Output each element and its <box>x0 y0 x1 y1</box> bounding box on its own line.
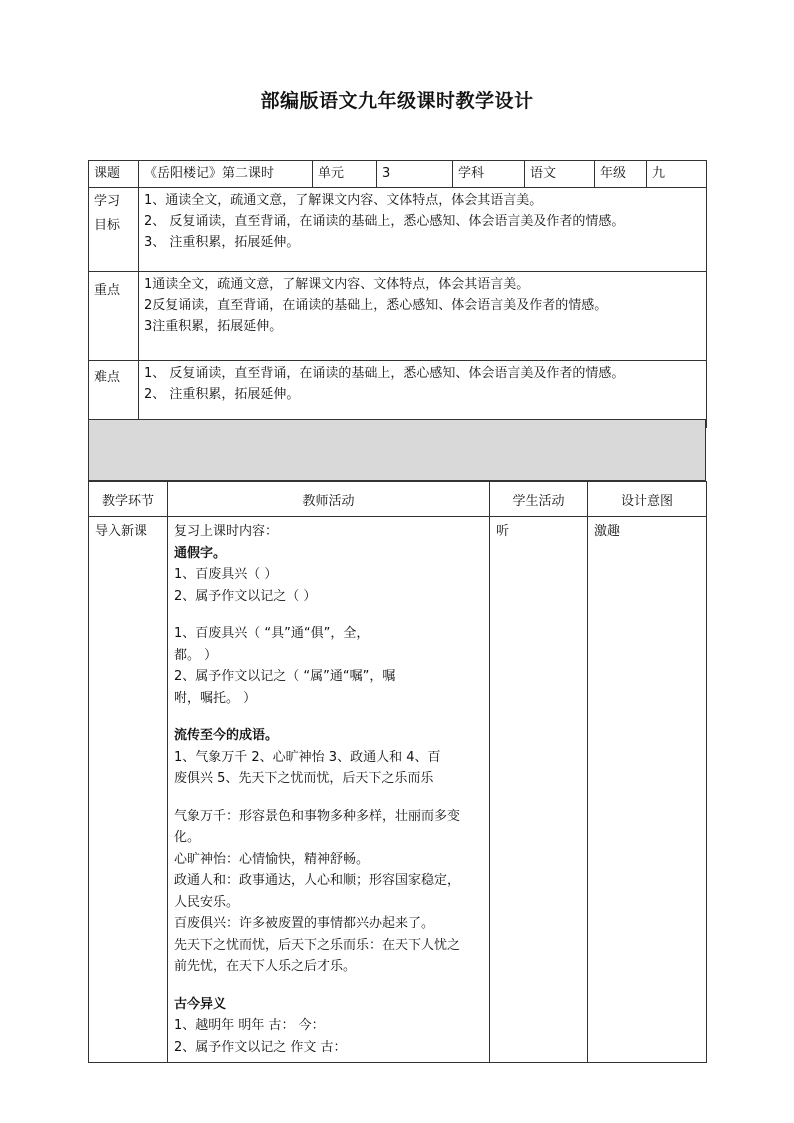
goals-label <box>89 188 139 272</box>
topic-label: 课题 <box>89 161 139 188</box>
teacher-line: 1、气象万千 2、心旷神怡 3、政通人和 4、百 <box>174 749 441 765</box>
difficulty-label: 难点 <box>89 361 139 428</box>
teacher-line: 人民安乐。 <box>174 894 240 910</box>
goal-item: 2、 反复诵读，直至背诵，在诵读的基础上，悉心感知、体会语言美及作者的情感。 <box>144 214 625 229</box>
teacher-line: 都。 ） <box>174 647 218 663</box>
design-intent-cell: 激趣 <box>588 517 707 1063</box>
section-heading: 古今异义 <box>174 996 227 1012</box>
info-row-goals <box>89 188 707 272</box>
teacher-line: 1、越明年 明年 古： 今： <box>174 1018 325 1033</box>
student-activity-cell: 听 <box>490 517 588 1063</box>
grade-value: 九 <box>647 161 707 188</box>
subject-value: 语文 <box>525 161 595 188</box>
header-intent: 设计意图 <box>588 482 707 517</box>
goal-item: 3、 注重积累，拓展延伸。 <box>144 235 300 250</box>
header-teacher: 教师活动 <box>168 482 490 517</box>
spacer <box>174 607 483 623</box>
teacher-line: 政通人和：政事通达，人心和顺；形容国家稳定， <box>174 873 461 888</box>
teacher-line: 复习上课时内容： <box>174 524 279 539</box>
header-step: 教学环节 <box>89 482 168 517</box>
teacher-activity-cell <box>168 517 490 1063</box>
focus-item: 1通读全文，疏通文意，了解课文内容、文体特点，体会其语言美。 <box>144 277 530 292</box>
document-title: 部编版语文九年级课时教学设计 <box>260 90 534 112</box>
spacer <box>174 709 483 725</box>
lesson-info-table <box>88 160 707 428</box>
teacher-line: 化。 <box>174 830 201 845</box>
subject-label: 学科 <box>453 161 525 188</box>
teacher-line: 2、属予作文以记之（ “属”通“嘱”，嘱 <box>174 669 396 684</box>
info-row-difficulty <box>89 361 707 428</box>
section-heading: 流传至今的成语。 <box>174 728 279 743</box>
process-row <box>89 517 707 1063</box>
goal-item: 1、通读全文，疏通文意，了解课文内容、文体特点，体会其语言美。 <box>144 193 543 208</box>
focus-item: 3注重积累，拓展延伸。 <box>144 319 283 334</box>
teacher-line: 1、百废具兴（ “具”通“俱”，全， <box>174 626 370 641</box>
teacher-line: 气象万千：形容景色和事物多种多样，壮丽而多变 <box>174 808 461 824</box>
difficulty-content <box>139 361 707 428</box>
teacher-line: 咐，嘱托。 ） <box>174 690 257 706</box>
step-cell: 导入新课 <box>89 517 168 1063</box>
teacher-line: 1、百废具兴（ ） <box>174 567 278 582</box>
section-heading: 通假字。 <box>174 545 227 561</box>
teacher-line: 百废俱兴：许多被废置的事情都兴办起来了。 <box>174 916 435 931</box>
unit-label: 单元 <box>313 161 377 188</box>
teacher-line: 心旷神怡：心情愉快，精神舒畅。 <box>174 851 370 867</box>
topic-value: 《岳阳楼记》第二课时 <box>139 161 313 188</box>
header-student: 学生活动 <box>490 482 588 517</box>
difficulty-item: 1、 反复诵读，直至背诵，在诵读的基础上，悉心感知、体会语言美及作者的情感。 <box>144 366 625 381</box>
teaching-process-table <box>88 481 707 1063</box>
grade-label: 年级 <box>595 161 647 188</box>
teacher-line: 先天下之忧而忧，后天下之乐而乐：在天下人忧之 <box>174 937 461 953</box>
teacher-line: 前先忧，在天下人乐之后才乐。 <box>174 959 357 974</box>
goals-content <box>139 188 707 272</box>
difficulty-item: 2、 注重积累，拓展延伸。 <box>144 387 300 402</box>
unit-value: 3 <box>377 161 453 188</box>
focus-label: 重点 <box>89 272 139 361</box>
teacher-line: 2、属予作文以记之（ ） <box>174 588 317 604</box>
focus-item: 2反复诵读，直至背诵，在诵读的基础上，悉心感知、体会语言美及作者的情感。 <box>144 298 608 313</box>
spacer <box>174 790 483 806</box>
teacher-line: 2、属予作文以记之 作文 古： <box>174 1039 347 1055</box>
focus-content <box>139 272 707 361</box>
process-header-row <box>89 482 707 517</box>
spacer <box>174 978 483 994</box>
info-row-focus <box>89 272 707 361</box>
teacher-line: 废俱兴 5、先天下之忧而忧，后天下之乐而乐 <box>174 771 434 786</box>
info-row-topic <box>89 161 707 188</box>
goals-label-line: 目标 <box>94 218 121 233</box>
goals-label-line: 学习 <box>94 194 121 209</box>
shaded-separator <box>88 419 706 481</box>
